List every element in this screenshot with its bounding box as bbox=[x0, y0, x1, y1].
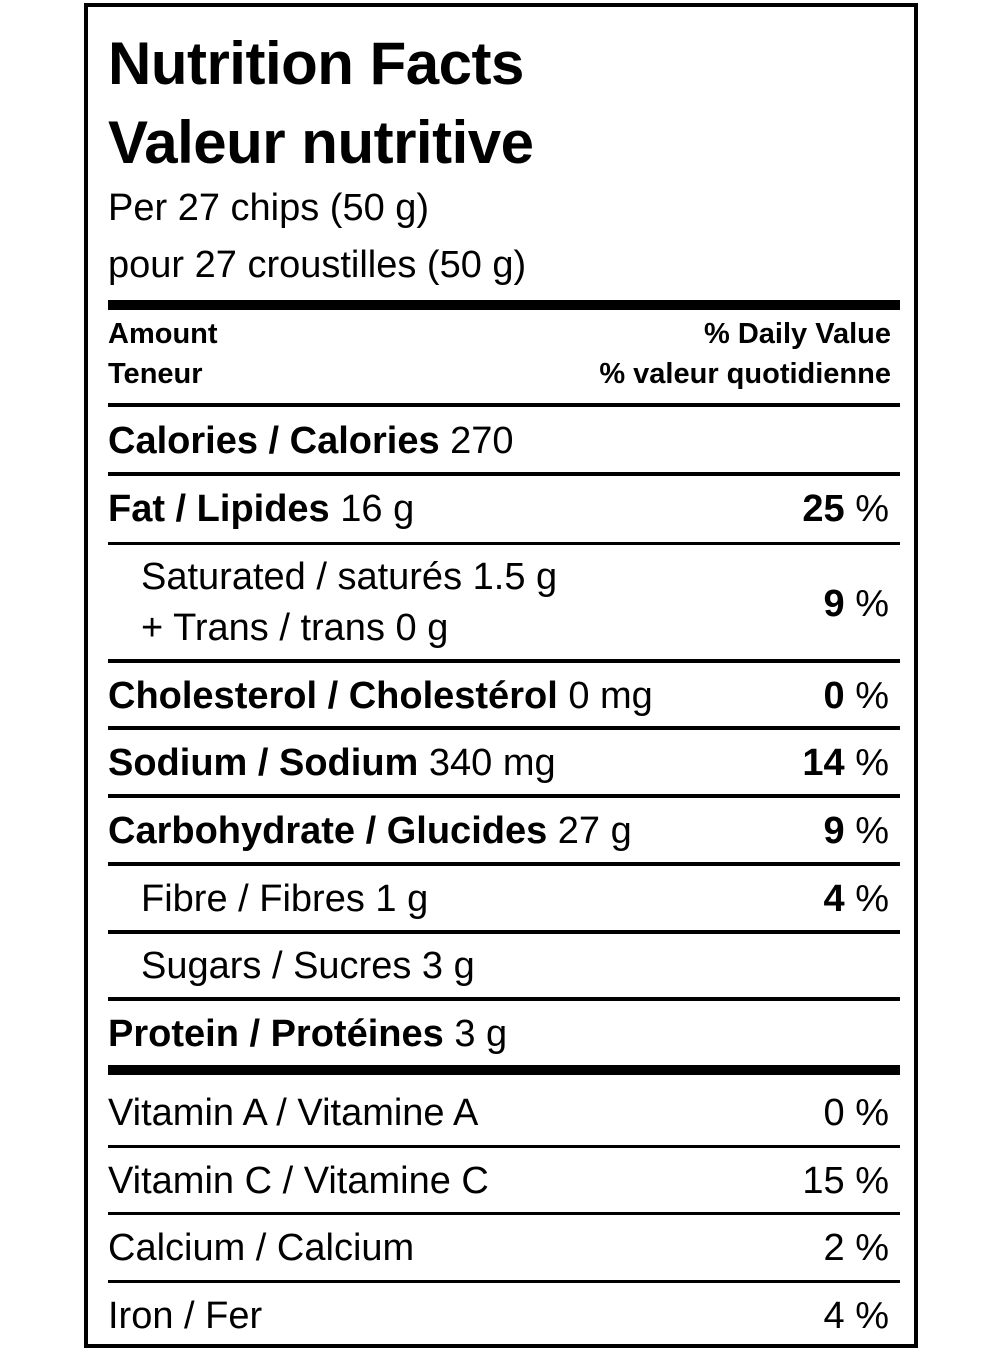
protein-thick-divider bbox=[108, 1065, 900, 1075]
cholesterol-dv-number: 0 bbox=[823, 675, 845, 717]
sodium-daily-value bbox=[802, 744, 889, 782]
fat-daily-value bbox=[802, 490, 889, 528]
sugars-divider bbox=[108, 997, 900, 1001]
calories-divider bbox=[108, 472, 900, 476]
protein-amount: 3 g bbox=[454, 1013, 508, 1055]
iron-daily-value: 4 % bbox=[823, 1295, 889, 1337]
fat-label: Fat / Lipides bbox=[108, 488, 330, 530]
saturated-dv-number: 9 bbox=[823, 583, 845, 625]
fat-dv-number: 25 bbox=[802, 488, 845, 530]
fat-amount: 16 g bbox=[340, 488, 415, 530]
calories-label: Calories / Calories bbox=[108, 420, 440, 462]
title-english: Nutrition Facts bbox=[108, 30, 524, 97]
fat-dv-unit: % bbox=[855, 488, 889, 530]
calcium-label: Calcium / Calcium bbox=[108, 1227, 415, 1269]
cholesterol-dv-unit: % bbox=[855, 675, 889, 717]
fat-divider bbox=[108, 542, 900, 545]
saturated-daily-value bbox=[824, 585, 890, 623]
sugars-label: Sugars / Sucres 3 g bbox=[141, 945, 475, 987]
fibre-divider bbox=[108, 930, 900, 934]
vitamin-a-divider bbox=[108, 1145, 900, 1148]
vitamin-c-label: Vitamin C / Vitamine C bbox=[108, 1160, 489, 1202]
cholesterol-daily-value bbox=[824, 677, 890, 715]
carbohydrate-daily-value bbox=[824, 812, 890, 850]
carbohydrate-label: Carbohydrate / Glucides bbox=[108, 810, 548, 852]
title-french: Valeur nutritive bbox=[108, 109, 534, 176]
calcium-divider bbox=[108, 1280, 900, 1283]
vitamin-c-divider bbox=[108, 1212, 900, 1215]
sodium-dv-number: 14 bbox=[802, 742, 845, 784]
sodium-amount: 340 mg bbox=[428, 742, 556, 784]
cholesterol-label: Cholesterol / Cholestérol bbox=[108, 675, 558, 717]
sodium-label: Sodium / Sodium bbox=[108, 742, 419, 784]
vitamin-a-daily-value: 0 % bbox=[823, 1092, 889, 1134]
calcium-daily-value: 2 % bbox=[823, 1227, 889, 1269]
cholesterol-divider bbox=[108, 726, 900, 730]
vitamin-c-daily-value: 15 % bbox=[802, 1160, 889, 1202]
saturated-divider bbox=[108, 659, 900, 663]
serving-size-french: pour 27 croustilles (50 g) bbox=[108, 244, 527, 286]
sodium-divider bbox=[108, 794, 900, 798]
thick-divider bbox=[108, 300, 900, 310]
protein-row bbox=[108, 1015, 507, 1053]
vitamin-a-label: Vitamin A / Vitamine A bbox=[108, 1092, 479, 1134]
fibre-dv-number: 4 bbox=[823, 878, 845, 920]
nutrition-facts-panel bbox=[84, 3, 918, 1348]
saturated-label: Saturated / saturés 1.5 g bbox=[141, 556, 558, 598]
sodium-dv-unit: % bbox=[855, 742, 889, 784]
amount-header-english: Amount bbox=[108, 318, 218, 350]
cholesterol-amount: 0 mg bbox=[568, 675, 653, 717]
fibre-label: Fibre / Fibres 1 g bbox=[141, 878, 429, 920]
daily-value-header-french: % valeur quotidienne bbox=[599, 358, 891, 390]
saturated-dv-unit: % bbox=[855, 583, 889, 625]
header-divider bbox=[108, 403, 900, 407]
cholesterol-row bbox=[108, 677, 653, 715]
carbohydrate-divider bbox=[108, 862, 900, 866]
calories-value: 270 bbox=[450, 420, 514, 462]
sodium-row bbox=[108, 744, 556, 782]
fibre-daily-value bbox=[824, 880, 890, 918]
carbohydrate-dv-number: 9 bbox=[823, 810, 845, 852]
protein-label: Protein / Protéines bbox=[108, 1013, 444, 1055]
calories-row bbox=[108, 422, 514, 460]
serving-size-english: Per 27 chips (50 g) bbox=[108, 187, 430, 229]
daily-value-header-english: % Daily Value bbox=[704, 318, 891, 350]
carbohydrate-amount: 27 g bbox=[557, 810, 632, 852]
iron-label: Iron / Fer bbox=[108, 1295, 263, 1337]
amount-header-french: Teneur bbox=[108, 358, 203, 390]
carbohydrate-row bbox=[108, 812, 632, 850]
fibre-dv-unit: % bbox=[855, 878, 889, 920]
trans-label: + Trans / trans 0 g bbox=[141, 607, 449, 649]
fat-row bbox=[108, 490, 414, 528]
carbohydrate-dv-unit: % bbox=[855, 810, 889, 852]
